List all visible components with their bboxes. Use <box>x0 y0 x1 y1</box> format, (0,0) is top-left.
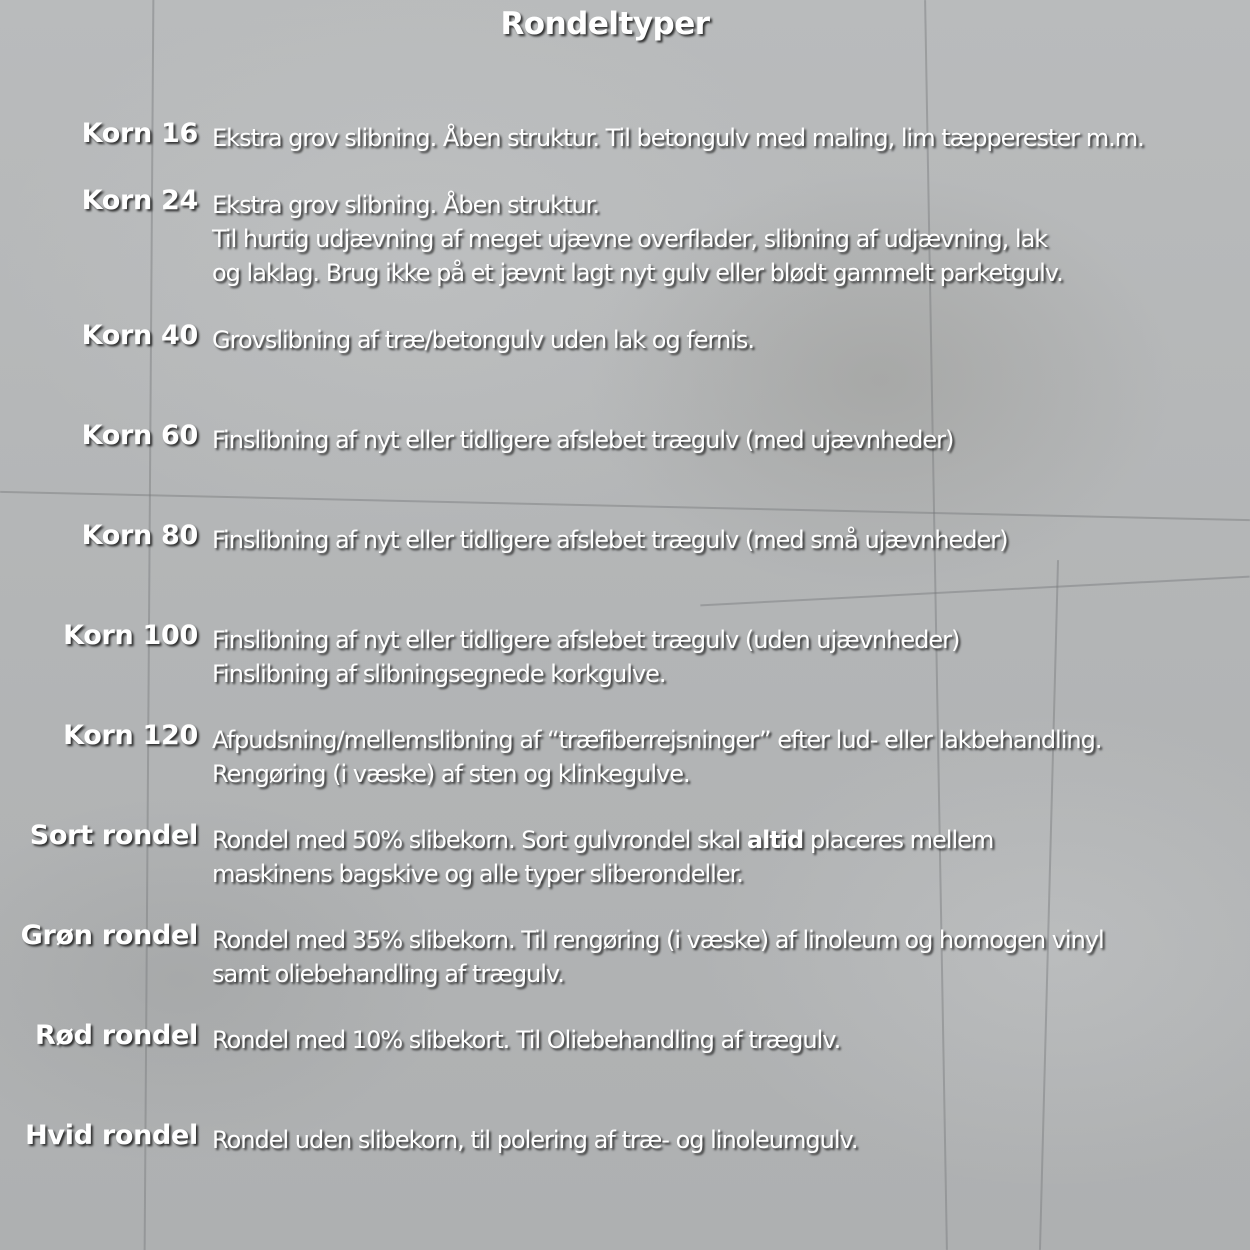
disc-type-label: Grøn rondel <box>20 920 198 951</box>
disc-type-label: Korn 40 <box>81 320 198 351</box>
description-line: Grovslibning af træ/betongulv uden lak og fernis. <box>212 326 754 354</box>
disc-type-label: Rød rondel <box>34 1020 198 1051</box>
disc-type-description <box>212 523 1242 557</box>
description-line <box>212 823 1242 857</box>
emphasis-text: altid <box>746 826 804 854</box>
description-line: Finslibning af nyt eller tidligere afslebet trægulv (med små ujævnheder) <box>212 526 1008 554</box>
description-line: maskinens bagskive og alle typer sliberondeller. <box>212 860 743 888</box>
concrete-crack <box>700 576 1249 607</box>
disc-type-label: Sort rondel <box>29 820 198 851</box>
disc-type-label: Korn 80 <box>81 520 198 551</box>
disc-type-description <box>212 1023 1242 1057</box>
description-line: Rondel uden slibekorn, til polering af træ- og linoleumgulv. <box>212 1126 858 1154</box>
description-line: Ekstra grov slibning. Åben struktur. <box>212 191 599 219</box>
disc-type-label: Korn 60 <box>81 420 198 451</box>
disc-type-description <box>212 623 1242 691</box>
disc-type-label: Korn 120 <box>63 720 198 751</box>
disc-type-label: Hvid rondel <box>25 1120 198 1151</box>
description-line: Rondel med 35% slibekorn. Til rengøring (i væske) af linoleum og homogen vinyl <box>212 926 1104 954</box>
disc-type-description <box>212 121 1242 155</box>
disc-type-description <box>212 923 1242 991</box>
disc-type-description <box>212 723 1242 791</box>
disc-type-label: Korn 100 <box>63 620 198 651</box>
concrete-crack <box>0 491 1250 521</box>
page-title: Rondeltyper <box>500 6 710 42</box>
disc-type-description <box>212 823 1242 891</box>
disc-type-label: Korn 16 <box>81 118 198 149</box>
description-line: Afpudsning/mellemslibning af “træfiberrejsninger” efter lud- eller lakbehandling. <box>212 726 1102 754</box>
description-line: Rondel med 10% slibekort. Til Oliebehandling af trægulv. <box>212 1026 841 1054</box>
description-line: og laklag. Brug ikke på et jævnt lagt nyt gulv eller blødt gammelt parketgulv. <box>212 259 1063 287</box>
description-text: placeres mellem <box>803 826 994 854</box>
description-line: Til hurtig udjævning af meget ujævne overflader, slibning af udjævning, lak <box>212 225 1048 253</box>
description-text: Rondel med 50% slibekorn. Sort gulvrondel skal <box>212 826 747 854</box>
description-line: Ekstra grov slibning. Åben struktur. Til betongulv med maling, lim tæpperester m.m. <box>212 124 1144 152</box>
description-line: Rengøring (i væske) af sten og klinkegulve. <box>212 760 690 788</box>
description-line: Finslibning af nyt eller tidligere afslebet trægulv (med ujævnheder) <box>212 426 954 454</box>
disc-type-description <box>212 323 1242 357</box>
description-line: samt oliebehandling af trægulv. <box>212 960 564 988</box>
description-line: Finslibning af nyt eller tidligere afslebet trægulv (uden ujævnheder) <box>212 626 960 654</box>
disc-type-label: Korn 24 <box>81 185 198 216</box>
disc-type-description <box>212 1123 1242 1157</box>
disc-type-description <box>212 423 1242 457</box>
disc-type-description <box>212 188 1242 290</box>
description-line: Finslibning af slibningsegnede korkgulve. <box>212 660 666 688</box>
